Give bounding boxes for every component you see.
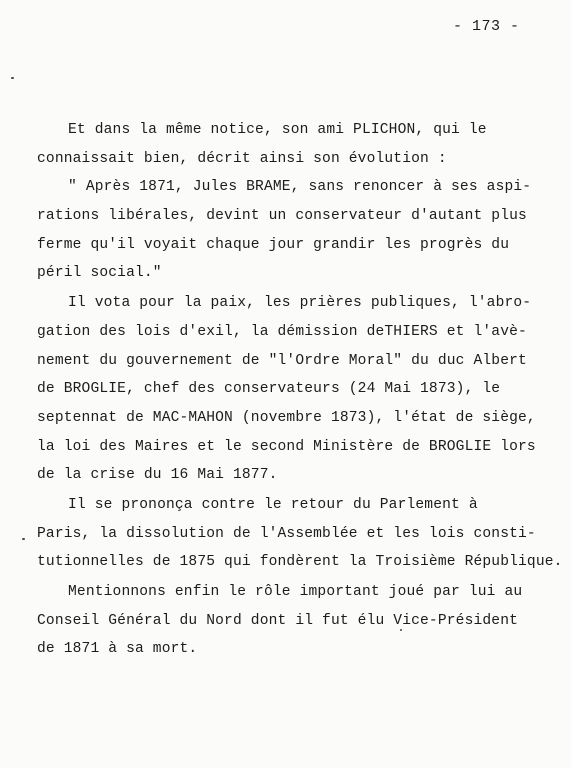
- text-line: de 1871 à sa mort.: [37, 641, 198, 657]
- text-line: gation des lois d'exil, la démission deTHIERS et l'avè-: [37, 324, 527, 340]
- text-line: la loi des Maires et le second Ministère de BROGLIE lors: [37, 439, 536, 455]
- text-line: Conseil Général du Nord dont il fut élu Vice-Président: [37, 613, 519, 629]
- text-line: Et dans la même notice, son ami PLICHON, qui le: [68, 122, 487, 138]
- text-line: connaissait bien, décrit ainsi son évolution :: [37, 151, 447, 167]
- scan-speck: [400, 629, 402, 631]
- text-line: Il se prononça contre le retour du Parlement à: [68, 497, 478, 513]
- text-line: tutionnelles de 1875 qui fondèrent la Troisième République.: [37, 554, 563, 570]
- text-line: Mentionnons enfin le rôle important joué par lui au: [68, 584, 523, 600]
- scan-speck: [22, 538, 25, 540]
- text-line: de BROGLIE, chef des conservateurs (24 Mai 1873), le: [37, 381, 501, 397]
- page-number: - 173 -: [453, 18, 520, 35]
- text-line: ferme qu'il voyait chaque jour grandir les progrès du: [37, 237, 510, 253]
- text-line: Paris, la dissolution de l'Assemblée et les lois consti-: [37, 526, 536, 542]
- text-line: de la crise du 16 Mai 1877.: [37, 467, 278, 483]
- text-line: péril social.": [37, 265, 162, 281]
- text-line: rations libérales, devint un conservateur d'autant plus: [37, 208, 527, 224]
- text-line: " Après 1871, Jules BRAME, sans renoncer à ses aspi-: [68, 179, 532, 195]
- text-line: septennat de MAC-MAHON (novembre 1873), l'état de siège,: [37, 410, 536, 426]
- text-line: nement du gouvernement de "l'Ordre Moral" du duc Albert: [37, 353, 527, 369]
- text-line: Il vota pour la paix, les prières publiques, l'abro-: [68, 295, 532, 311]
- scan-speck: [11, 77, 14, 79]
